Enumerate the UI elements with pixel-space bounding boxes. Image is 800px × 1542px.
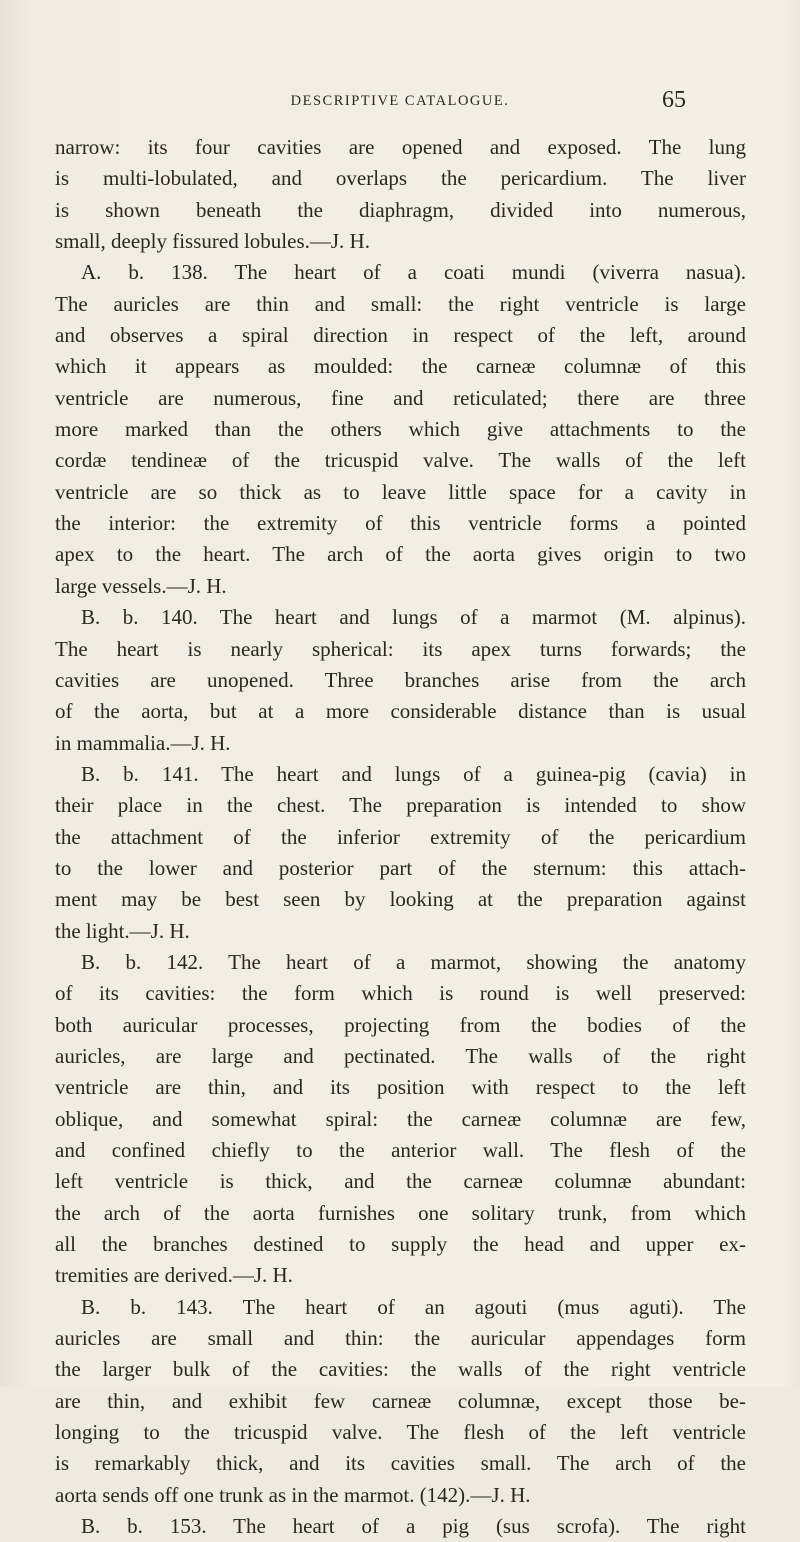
text-line: aorta sends off one trunk as in the marmot. (142).—J. H. xyxy=(55,1482,531,1507)
text-line: B. b. 142. The heart of a marmot, showing the anatomy xyxy=(81,949,746,974)
catalogue-text xyxy=(55,132,746,1542)
text-line: ventricle are so thick as to leave little space for a cavity in xyxy=(55,479,746,504)
text-line: which it appears as moulded: the carneæ columnæ of this xyxy=(55,354,746,379)
text-line: tremities are derived.—J. H. xyxy=(55,1263,293,1288)
text-line: the interior: the extremity of this ventricle forms a pointed xyxy=(55,511,746,536)
text-line: longing to the tricuspid valve. The flesh of the left ventricle xyxy=(55,1420,746,1445)
page-header xyxy=(0,87,800,123)
text-line: cavities are unopened. Three branches arise from the arch xyxy=(55,667,746,692)
text-line: auricles are small and thin: the auricular appendages form xyxy=(55,1326,746,1351)
page-number: 65 xyxy=(662,87,686,113)
text-line: left ventricle is thick, and the carneæ columnæ abundant: xyxy=(55,1169,746,1194)
text-line: both auricular processes, projecting from the bodies of the xyxy=(55,1012,746,1037)
text-line: A. b. 138. The heart of a coati mundi (viverra nasua). xyxy=(81,260,746,285)
text-line: apex to the heart. The arch of the aorta gives origin to two xyxy=(55,542,746,567)
text-line: of its cavities: the form which is round is well preserved: xyxy=(55,981,746,1006)
text-line: and observes a spiral direction in respect of the left, around xyxy=(55,323,746,348)
text-line: B. b. 140. The heart and lungs of a marmot (M. alpinus). xyxy=(81,605,746,630)
text-line: their place in the chest. The preparation is intended to show xyxy=(55,793,746,818)
text-line: is remarkably thick, and its cavities small. The arch of the xyxy=(55,1451,746,1476)
text-line: the arch of the aorta furnishes one solitary trunk, from which xyxy=(55,1200,746,1225)
running-head: DESCRIPTIVE CATALOGUE. xyxy=(290,93,510,109)
text-line: are thin, and exhibit few carneæ columnæ, except those be- xyxy=(55,1388,746,1413)
text-line: in mammalia.—J. H. xyxy=(55,730,231,755)
text-line: ment may be best seen by looking at the preparation against xyxy=(55,887,746,912)
text-line: to the lower and posterior part of the sternum: this attach- xyxy=(55,855,746,880)
text-line: auricles, are large and pectinated. The walls of the right xyxy=(55,1043,746,1068)
text-line: large vessels.—J. H. xyxy=(55,573,227,598)
text-line: ventricle are thin, and its position with respect to the left xyxy=(55,1075,746,1100)
text-line: of the aorta, but at a more considerable distance than is usual xyxy=(55,699,746,724)
text-line: and confined chiefly to the anterior wall. The flesh of the xyxy=(55,1138,746,1162)
text-line: all the branches destined to supply the head and upper ex- xyxy=(55,1232,746,1257)
text-line: the larger bulk of the cavities: the walls of the right ventricle xyxy=(55,1357,746,1382)
text-line: The auricles are thin and small: the right ventricle is large xyxy=(55,291,746,316)
text-line: The heart is nearly spherical: its apex turns forwards; the xyxy=(55,636,746,661)
text-line: oblique, and somewhat spiral: the carneæ columnæ are few, xyxy=(55,1106,746,1131)
text-line: is multi-lobulated, and overlaps the pericardium. The liver xyxy=(55,166,746,191)
text-line: ventricle are numerous, fine and reticulated; there are three xyxy=(55,385,746,410)
text-line: more marked than the others which give attachments to the xyxy=(55,417,746,442)
text-line: B. b. 141. The heart and lungs of a guinea-pig (cavia) in xyxy=(81,761,746,786)
text-line: B. b. 143. The heart of an agouti (mus aguti). The xyxy=(81,1294,746,1319)
text-line: the attachment of the inferior extremity of the pericardium xyxy=(55,824,746,849)
text-line: the light.—J. H. xyxy=(55,918,190,943)
text-line: cordæ tendineæ of the tricuspid valve. The walls of the left xyxy=(55,448,746,473)
text-line: small, deeply fissured lobules.—J. H. xyxy=(55,229,370,254)
text-line: is shown beneath the diaphragm, divided into numerous, xyxy=(55,197,746,222)
text-line: narrow: its four cavities are opened and exposed. The lung xyxy=(55,135,746,159)
text-line: B. b. 153. The heart of a pig (sus scrofa). The right xyxy=(81,1514,746,1539)
